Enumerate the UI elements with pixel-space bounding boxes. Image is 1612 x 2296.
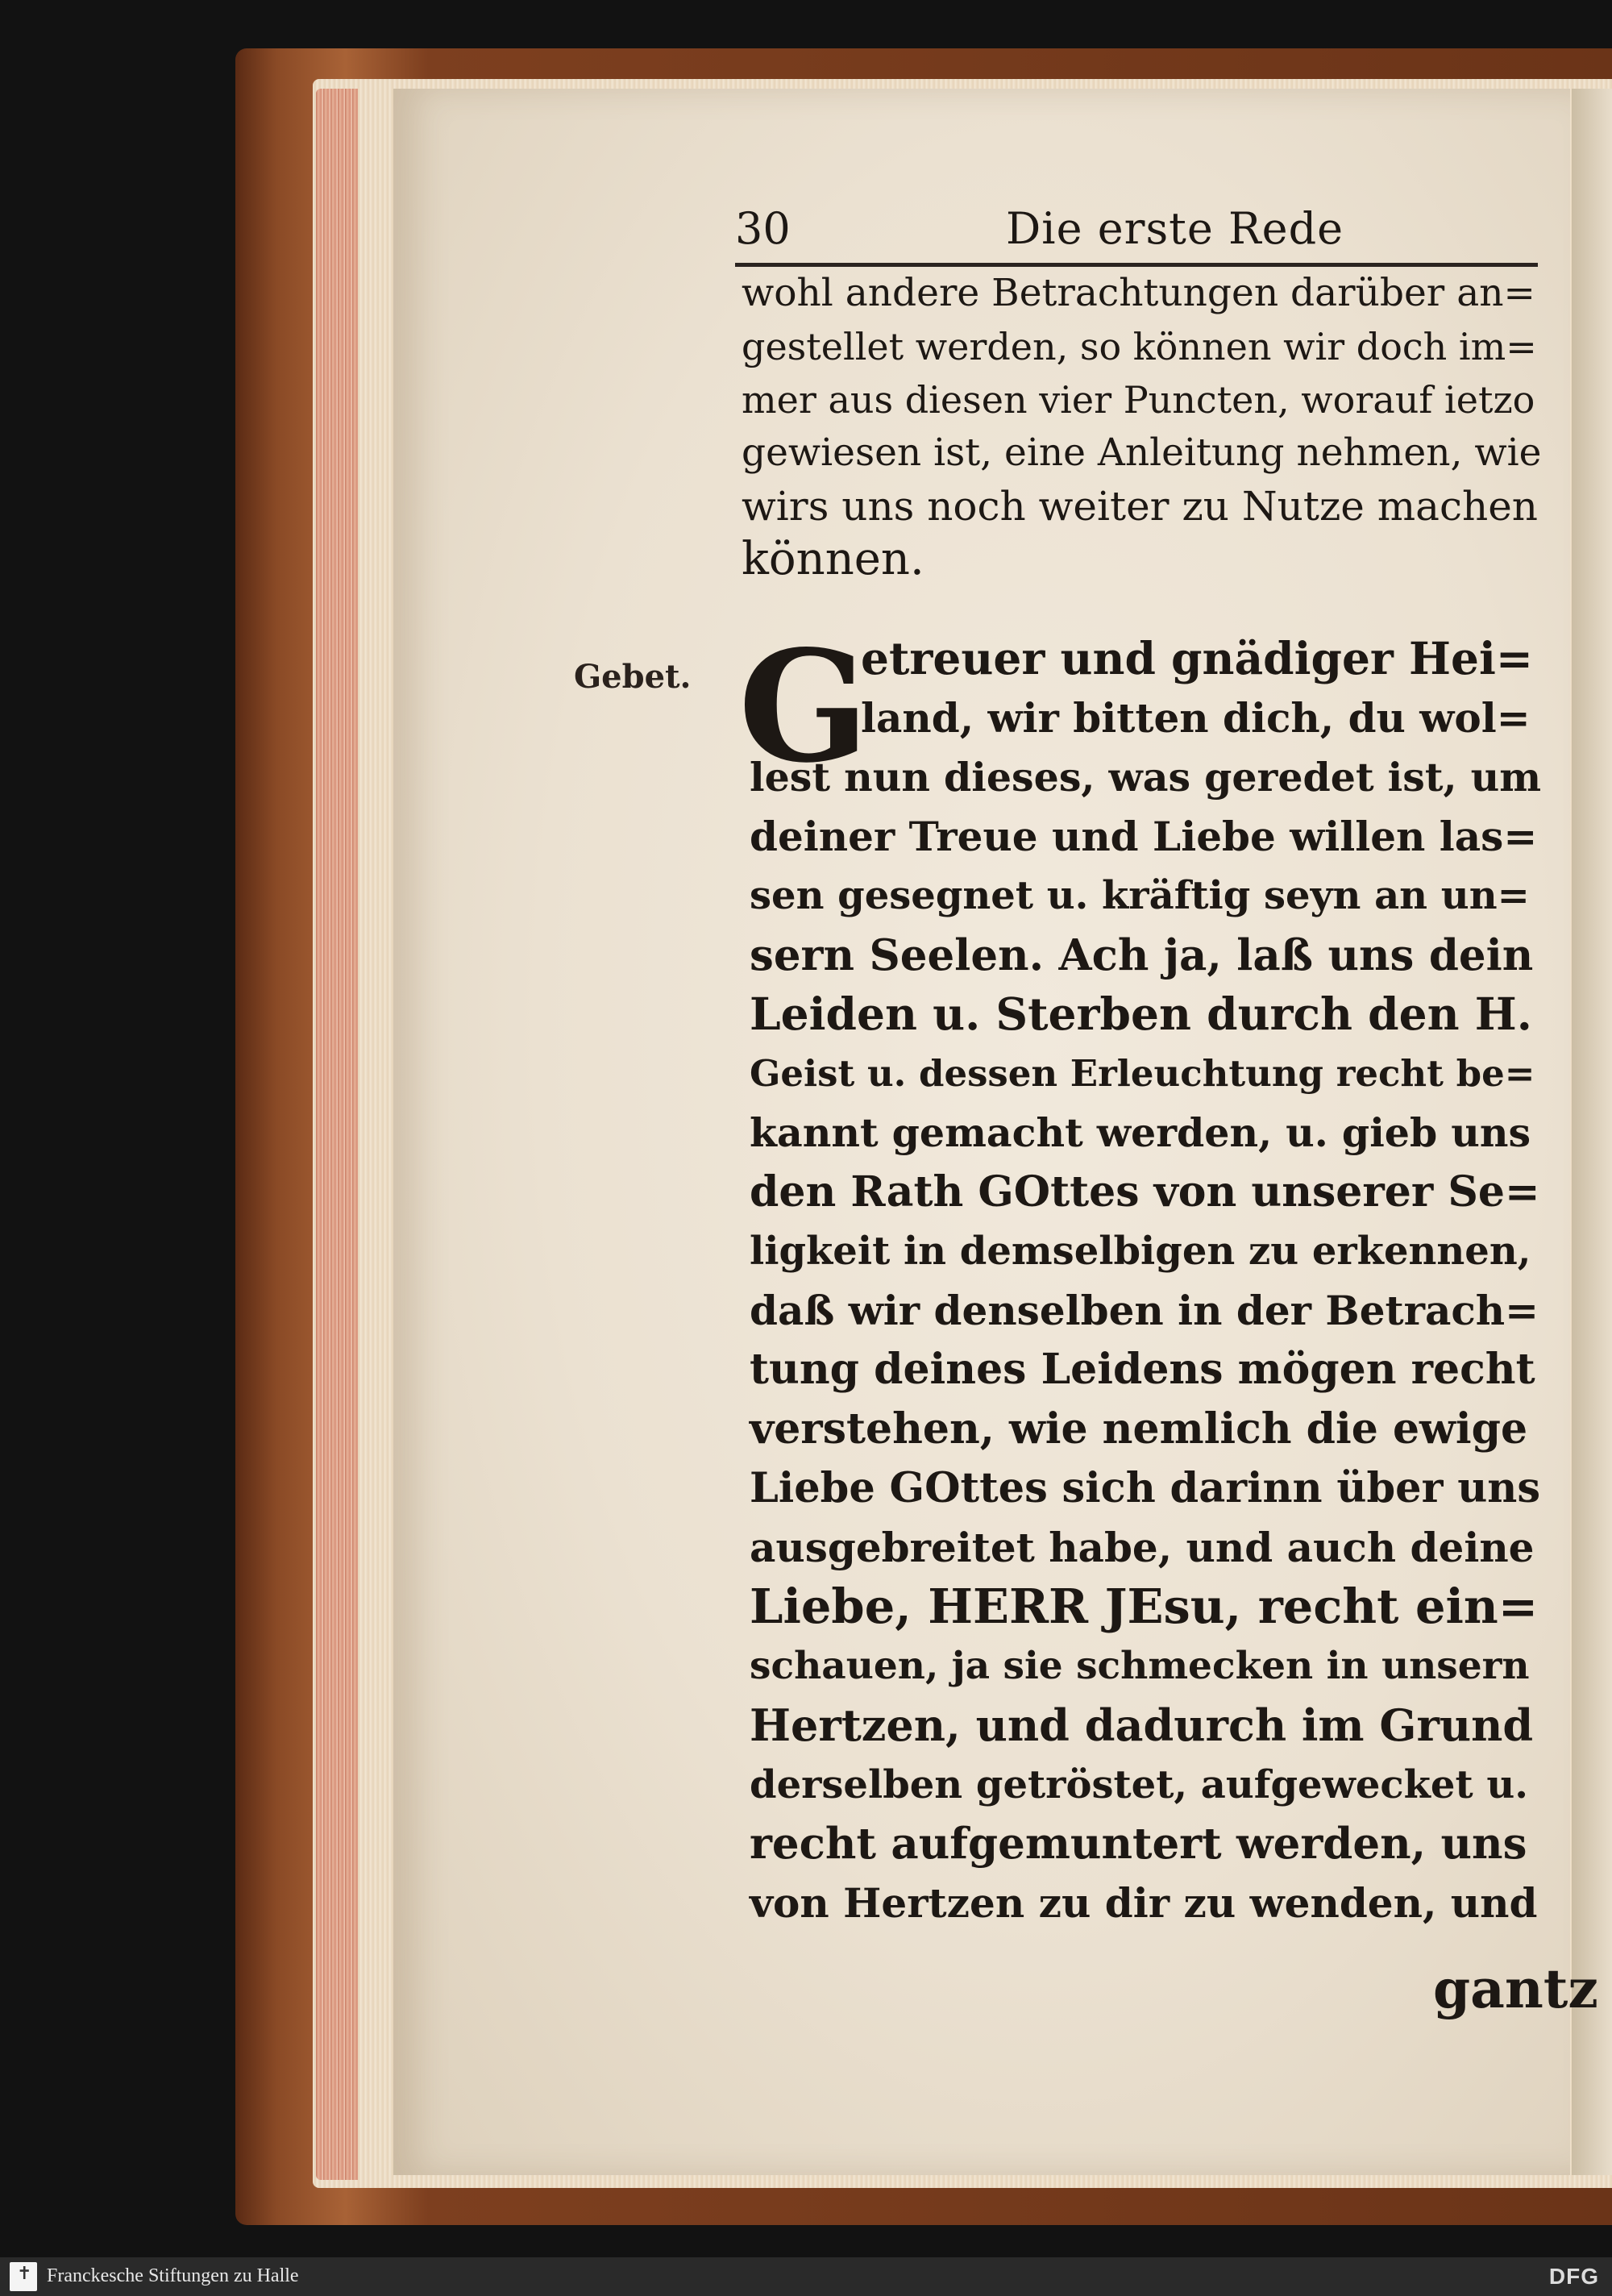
prayer-line: ausgebreitet habe, und auch deine bbox=[750, 1523, 1535, 1571]
drop-cap: G bbox=[738, 617, 870, 797]
prayer-line: daß wir denselben in der Betrach= bbox=[750, 1286, 1539, 1334]
prayer-line: Geist u. dessen Erleuchtung recht be= bbox=[750, 1051, 1535, 1095]
intro-line: wirs uns noch weiter zu Nutze machen bbox=[742, 483, 1538, 530]
prayer-line: kannt gemacht werden, u. gieb uns bbox=[750, 1109, 1531, 1156]
prayer-line: recht aufgemuntert werden, uns bbox=[750, 1819, 1527, 1869]
prayer-line: verstehen, wie nemlich die ewige bbox=[750, 1404, 1528, 1454]
intro-line: können. bbox=[742, 533, 924, 585]
institution-logo-icon bbox=[10, 2262, 37, 2291]
prayer-line: derselben getröstet, aufgewecket u. bbox=[750, 1762, 1528, 1807]
prayer-line: etreuer und gnädiger Hei= bbox=[861, 632, 1533, 684]
running-title: Die erste Rede bbox=[1006, 203, 1344, 254]
prayer-line: deiner Treue und Liebe willen las= bbox=[750, 812, 1538, 860]
facing-page-edge bbox=[1572, 89, 1612, 2175]
catchword: gantz bbox=[1433, 1957, 1598, 2020]
prayer-line: Liebe, HERR JEsu, recht ein= bbox=[750, 1578, 1539, 1634]
prayer-line: den Rath GOttes von unserer Se= bbox=[750, 1167, 1540, 1217]
prayer-line: Leiden u. Sterben durch den H. bbox=[750, 988, 1532, 1040]
dfg-badge: DFG bbox=[1548, 2264, 1599, 2289]
intro-line: wohl andere Betrachtungen darüber an= bbox=[742, 271, 1535, 315]
intro-line: gewiesen ist, eine Anleitung nehmen, wie bbox=[742, 430, 1542, 475]
institution-name: Franckesche Stiftungen zu Halle bbox=[47, 2265, 299, 2286]
prayer-line: Liebe GOttes sich darinn über uns bbox=[750, 1464, 1541, 1512]
intro-line: gestellet werden, so können wir doch im= bbox=[742, 325, 1537, 368]
prayer-line: Hertzen, und dadurch im Grund bbox=[750, 1699, 1534, 1751]
prayer-line: schauen, ja sie schmecken in unsern bbox=[750, 1643, 1530, 1688]
red-page-edge bbox=[316, 89, 358, 2180]
intro-line: mer aus diesen vier Puncten, worauf ietzo bbox=[742, 378, 1535, 422]
prayer-line: sen gesegnet u. kräftig seyn an un= bbox=[750, 873, 1530, 918]
prayer-line: ligkeit in demselbigen zu erkennen, bbox=[750, 1229, 1531, 1274]
margin-note: Gebet. bbox=[574, 658, 692, 696]
footer-bar bbox=[0, 2257, 1612, 2296]
prayer-line: lest nun dieses, was geredet ist, um bbox=[750, 754, 1542, 801]
prayer-line: von Hertzen zu dir zu wenden, und bbox=[750, 1878, 1538, 1927]
prayer-line: sern Seelen. Ach ja, laß uns dein bbox=[750, 930, 1534, 980]
page-number: 30 bbox=[735, 203, 791, 254]
prayer-line: tung deines Leidens mögen recht bbox=[750, 1345, 1535, 1394]
prayer-line: land, wir bitten dich, du wol= bbox=[861, 693, 1531, 742]
